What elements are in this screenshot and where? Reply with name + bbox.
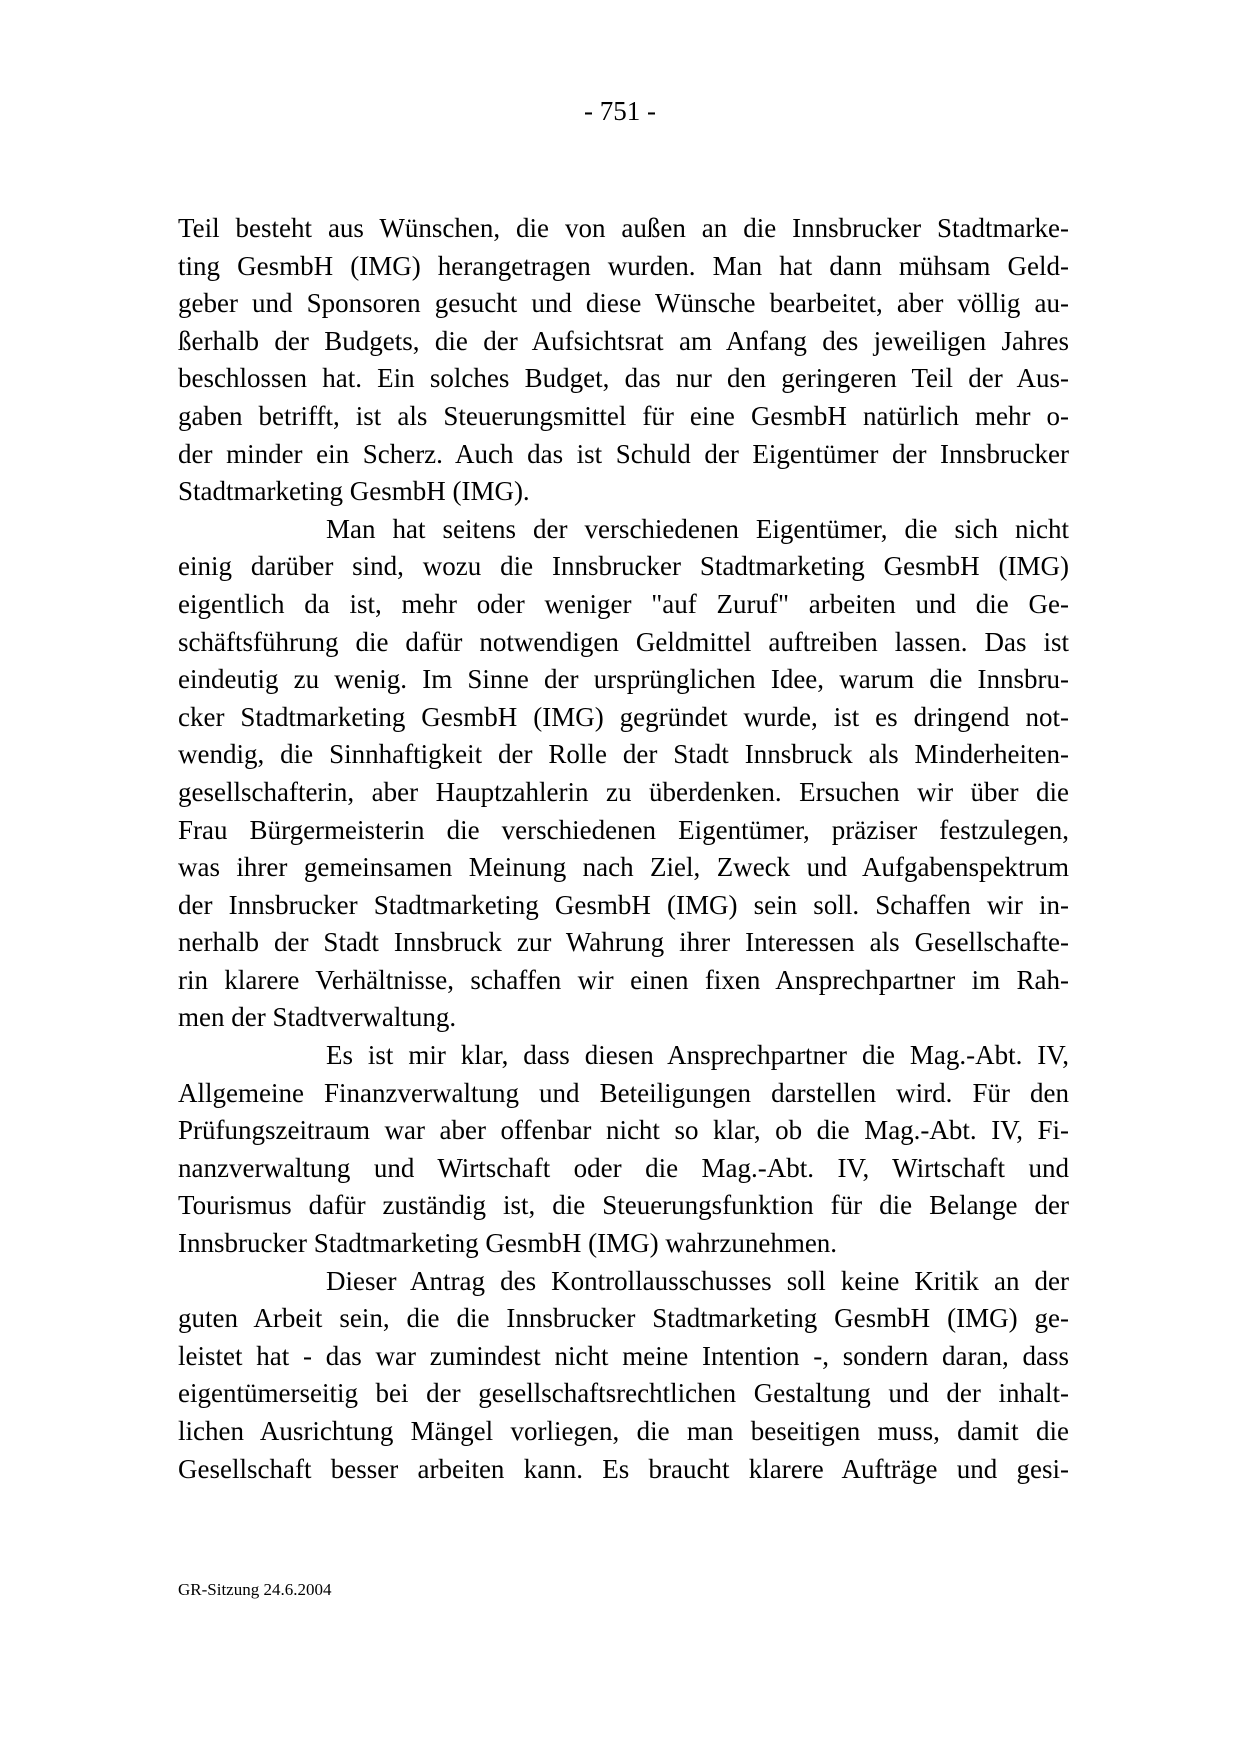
text-line: Dieser Antrag des Kontrollausschusses soll keine Kritik an der bbox=[326, 1265, 1069, 1296]
page-number: - 751 - bbox=[584, 96, 656, 126]
text-line: Prüfungszeitraum war aber offenbar nicht so klar, ob die Mag.-Abt. IV, Fi- bbox=[178, 1115, 1069, 1146]
text-line: nerhalb der Stadt Innsbruck zur Wahrung ihrer Interessen als Gesellschafte- bbox=[178, 927, 1069, 958]
text-line: einig darüber sind, wozu die Innsbrucker Stadtmarketing GesmbH (IMG) bbox=[178, 551, 1069, 582]
text-line: geber und Sponsoren gesucht und diese Wünsche bearbeitet, aber völlig au- bbox=[178, 288, 1069, 319]
text-line: leistet hat - das war zumindest nicht meine Intention -, sondern daran, dass bbox=[178, 1340, 1069, 1371]
page-footer: GR-Sitzung 24.6.2004 bbox=[178, 1580, 332, 1599]
text-line: Allgemeine Finanzverwaltung und Beteiligungen darstellen wird. Für den bbox=[178, 1077, 1069, 1108]
text-line: eindeutig zu wenig. Im Sinne der ursprünglichen Idee, warum die Innsbru- bbox=[178, 664, 1069, 695]
text-line: cker Stadtmarketing GesmbH (IMG) gegründet wurde, ist es dringend not- bbox=[178, 701, 1069, 732]
text-line: eigentümerseitig bei der gesellschaftsrechtlichen Gestaltung und der inhalt- bbox=[178, 1378, 1069, 1409]
text-line: schäftsführung die dafür notwendigen Geldmittel auftreiben lassen. Das ist bbox=[178, 626, 1069, 657]
text-line: der minder ein Scherz. Auch das ist Schuld der Eigentümer der Innsbrucker bbox=[178, 438, 1069, 469]
text-line: ting GesmbH (IMG) herangetragen wurden. Man hat dann mühsam Geld- bbox=[178, 250, 1069, 281]
document-body bbox=[178, 210, 1069, 1488]
text-line: Man hat seitens der verschiedenen Eigentümer, die sich nicht bbox=[326, 513, 1069, 544]
text-line: Innsbrucker Stadtmarketing GesmbH (IMG) wahrzunehmen. bbox=[178, 1228, 838, 1259]
paragraph bbox=[178, 210, 1069, 511]
paragraph bbox=[178, 1037, 1069, 1263]
text-line: Gesellschaft besser arbeiten kann. Es braucht klarere Aufträge und gesi- bbox=[178, 1453, 1069, 1484]
text-line: gesellschafterin, aber Hauptzahlerin zu überdenken. Ersuchen wir über die bbox=[178, 776, 1069, 807]
text-line: Tourismus dafür zuständig ist, die Steuerungsfunktion für die Belange der bbox=[178, 1190, 1069, 1221]
text-line: rin klarere Verhältnisse, schaffen wir einen fixen Ansprechpartner im Rah- bbox=[178, 964, 1069, 995]
text-line: nanzverwaltung und Wirtschaft oder die Mag.-Abt. IV, Wirtschaft und bbox=[178, 1152, 1069, 1183]
text-line: lichen Ausrichtung Mängel vorliegen, die man beseitigen muss, damit die bbox=[178, 1416, 1069, 1446]
text-line: Es ist mir klar, dass diesen Ansprechpartner die Mag.-Abt. IV, bbox=[326, 1040, 1069, 1071]
text-line: Frau Bürgermeisterin die verschiedenen Eigentümer, präziser festzulegen, bbox=[178, 814, 1069, 845]
paragraph bbox=[178, 511, 1069, 1037]
text-line: wendig, die Sinnhaftigkeit der Rolle der Stadt Innsbruck als Minderheiten- bbox=[178, 739, 1069, 770]
text-line: beschlossen hat. Ein solches Budget, das nur den geringeren Teil der Aus- bbox=[178, 363, 1069, 394]
text-line: eigentlich da ist, mehr oder weniger "auf Zuruf" arbeiten und die Ge- bbox=[178, 588, 1069, 619]
paragraph bbox=[178, 1263, 1069, 1489]
text-line: Teil besteht aus Wünschen, die von außen an die Innsbrucker Stadtmarke- bbox=[178, 213, 1069, 243]
text-line: gaben betrifft, ist als Steuerungsmittel für eine GesmbH natürlich mehr o- bbox=[178, 400, 1069, 431]
text-line: ßerhalb der Budgets, die der Aufsichtsrat am Anfang des jeweiligen Jahres bbox=[178, 325, 1069, 356]
text-line: was ihrer gemeinsamen Meinung nach Ziel, Zweck und Aufgabenspektrum bbox=[178, 852, 1069, 883]
text-line: guten Arbeit sein, die die Innsbrucker Stadtmarketing GesmbH (IMG) ge- bbox=[178, 1303, 1069, 1334]
text-line: der Innsbrucker Stadtmarketing GesmbH (IMG) sein soll. Schaffen wir in- bbox=[178, 889, 1069, 920]
text-line: Stadtmarketing GesmbH (IMG). bbox=[178, 476, 530, 507]
text-line: men der Stadtverwaltung. bbox=[178, 1002, 457, 1033]
